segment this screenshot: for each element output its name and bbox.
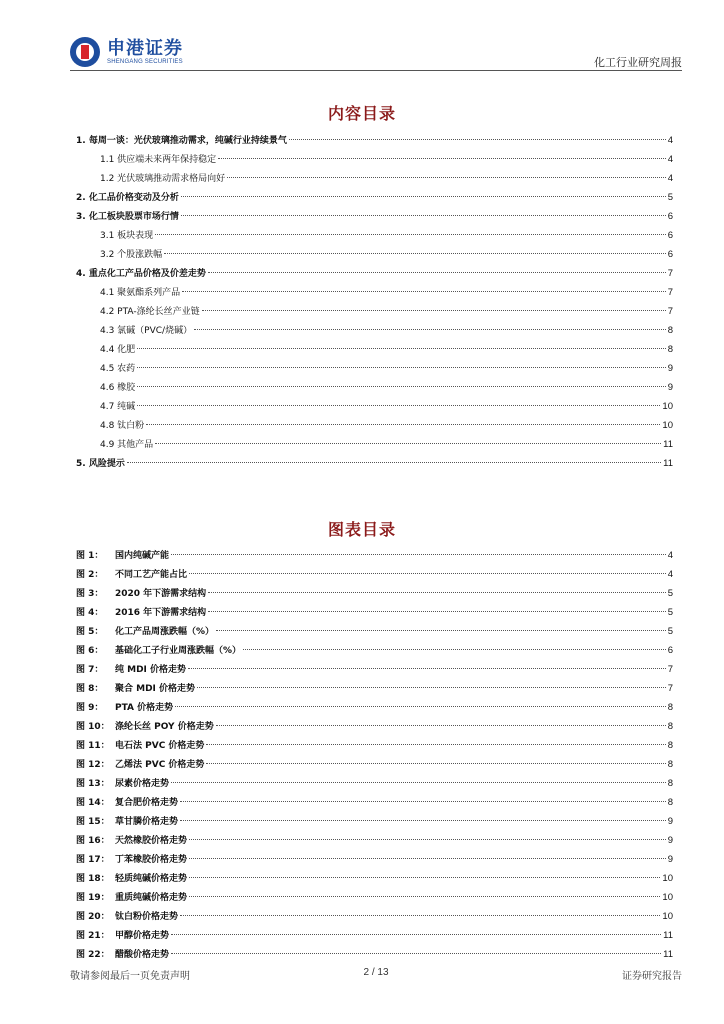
figure-entry-page: 8 bbox=[667, 702, 673, 713]
figure-entry[interactable] bbox=[76, 622, 673, 641]
dot-leader bbox=[171, 934, 661, 935]
figure-entry-text bbox=[76, 832, 187, 851]
figure-entry-page: 8 bbox=[667, 740, 673, 751]
figure-entry-page: 8 bbox=[667, 797, 673, 808]
dot-leader bbox=[208, 611, 666, 612]
page-number: 2 / 13 bbox=[363, 967, 389, 978]
toc-entry[interactable] bbox=[76, 169, 673, 188]
toc-entry[interactable] bbox=[76, 150, 673, 169]
figure-label: 国内纯碱产能 bbox=[115, 551, 170, 561]
figure-entry[interactable] bbox=[76, 679, 673, 698]
dot-leader bbox=[189, 839, 666, 840]
logo-text bbox=[107, 39, 183, 65]
toc-entry[interactable] bbox=[76, 131, 673, 150]
figure-entry-text bbox=[76, 737, 204, 756]
figure-number: 图 2： bbox=[76, 570, 104, 580]
dot-leader bbox=[194, 329, 666, 330]
figure-number: 图 19： bbox=[76, 893, 110, 903]
logo-mark-icon bbox=[70, 37, 100, 67]
toc-entry-label: 4.9 其他产品 bbox=[100, 440, 154, 450]
figure-label: 涤纶长丝 POY 价格走势 bbox=[115, 722, 214, 732]
figure-entry-text bbox=[76, 718, 214, 737]
figure-label: 草甘膦价格走势 bbox=[115, 817, 179, 827]
figure-label: 化工产品周涨跌幅（%） bbox=[115, 627, 215, 637]
report-type: 化工行业研究周报 bbox=[594, 56, 682, 69]
figure-number: 图 22： bbox=[76, 950, 110, 960]
figure-entry-page: 8 bbox=[667, 778, 673, 789]
toc-entry-label: 4.2 PTA-涤纶长丝产业链 bbox=[100, 307, 200, 317]
figure-number: 图 20： bbox=[76, 912, 110, 922]
figure-entry-page: 10 bbox=[662, 892, 673, 903]
figure-entry-text bbox=[76, 547, 169, 566]
figure-entry-text bbox=[76, 927, 169, 946]
toc-entry[interactable] bbox=[76, 207, 673, 226]
figure-entry[interactable] bbox=[76, 774, 673, 793]
figure-label: 不同工艺产能占比 bbox=[115, 570, 188, 580]
toc-entry-label: 4.3 氯碱（PVC/烧碱） bbox=[100, 326, 193, 336]
figure-entry[interactable] bbox=[76, 850, 673, 869]
figure-entry[interactable] bbox=[76, 869, 673, 888]
figure-label: 复合肥价格走势 bbox=[115, 798, 179, 808]
dot-leader bbox=[155, 234, 666, 235]
dot-leader bbox=[137, 367, 666, 368]
figure-number: 图 11： bbox=[76, 741, 110, 751]
dot-leader bbox=[216, 725, 666, 726]
toc-entry-label: 5. 风险提示 bbox=[76, 459, 125, 469]
figure-entry[interactable] bbox=[76, 603, 673, 622]
figure-entry-text bbox=[76, 870, 187, 889]
dot-leader bbox=[218, 158, 666, 159]
figure-entry[interactable] bbox=[76, 831, 673, 850]
figure-label: 轻质纯碱价格走势 bbox=[115, 874, 188, 884]
figure-entry[interactable] bbox=[76, 717, 673, 736]
toc-entry-page: 7 bbox=[667, 287, 673, 298]
figure-number: 图 7： bbox=[76, 665, 104, 675]
figure-label: 醋酸价格走势 bbox=[115, 950, 170, 960]
figure-entry-text bbox=[76, 908, 178, 927]
toc-entry-page: 6 bbox=[667, 249, 673, 260]
dot-leader bbox=[289, 139, 666, 140]
toc-entry[interactable] bbox=[76, 264, 673, 283]
dot-leader bbox=[137, 405, 660, 406]
figure-number: 图 4： bbox=[76, 608, 104, 618]
dot-leader bbox=[227, 177, 666, 178]
dot-leader bbox=[180, 820, 666, 821]
figure-number: 图 3： bbox=[76, 589, 104, 599]
figure-number: 图 1： bbox=[76, 551, 104, 561]
toc-entry[interactable] bbox=[76, 378, 673, 397]
toc-entry-page: 4 bbox=[667, 135, 673, 146]
dot-leader bbox=[155, 443, 661, 444]
figure-number: 图 21： bbox=[76, 931, 110, 941]
figure-entry-page: 9 bbox=[667, 816, 673, 827]
toc-entry-page: 8 bbox=[667, 344, 673, 355]
toc-entry-page: 4 bbox=[667, 173, 673, 184]
toc-entry-label: 1. 每周一谈：光伏玻璃推动需求，纯碱行业持续景气 bbox=[76, 136, 287, 146]
figure-label: 电石法 PVC 价格走势 bbox=[115, 741, 205, 751]
figure-number: 图 13： bbox=[76, 779, 110, 789]
logo-name-cn: 申港证券 bbox=[107, 38, 183, 59]
figure-list-title: 图表目录 bbox=[327, 520, 396, 539]
figure-label: 尿素价格走势 bbox=[115, 779, 170, 789]
figure-number: 图 17： bbox=[76, 855, 110, 865]
dot-leader bbox=[208, 592, 666, 593]
dot-leader bbox=[171, 554, 666, 555]
toc-entry-label: 4.1 聚氨酯系列产品 bbox=[100, 288, 181, 298]
figure-entry[interactable] bbox=[76, 907, 673, 926]
figure-entry[interactable] bbox=[76, 812, 673, 831]
figure-label: 纯 MDI 价格走势 bbox=[115, 665, 187, 675]
figure-entry-text bbox=[76, 566, 187, 585]
toc-entry-page: 9 bbox=[667, 363, 673, 374]
figure-label: 2016 年下游需求结构 bbox=[115, 608, 207, 618]
toc-entry[interactable] bbox=[76, 188, 673, 207]
figure-entry-page: 5 bbox=[667, 626, 673, 637]
figure-entry[interactable] bbox=[76, 565, 673, 584]
figure-number: 图 9： bbox=[76, 703, 104, 713]
toc-entry[interactable] bbox=[76, 397, 673, 416]
figure-entry[interactable] bbox=[76, 698, 673, 717]
toc-entry-page: 7 bbox=[667, 268, 673, 279]
toc-entry[interactable] bbox=[76, 321, 673, 340]
figure-entry-text bbox=[76, 585, 206, 604]
toc-entry-label: 2. 化工品价格变动及分析 bbox=[76, 193, 179, 203]
figure-entry[interactable] bbox=[76, 546, 673, 565]
figure-label: 2020 年下游需求结构 bbox=[115, 589, 207, 599]
dot-leader bbox=[216, 630, 666, 631]
figure-entry-page: 4 bbox=[667, 569, 673, 580]
header-divider bbox=[70, 70, 682, 71]
toc-entry[interactable] bbox=[76, 302, 673, 321]
dot-leader bbox=[182, 291, 666, 292]
figure-entry-page: 10 bbox=[662, 873, 673, 884]
figure-entry[interactable] bbox=[76, 736, 673, 755]
figure-entry-text bbox=[76, 623, 214, 642]
dot-leader bbox=[181, 196, 666, 197]
figure-entry-text bbox=[76, 775, 169, 794]
toc-entry-page: 4 bbox=[667, 154, 673, 165]
company-logo bbox=[70, 34, 183, 70]
figure-number: 图 18： bbox=[76, 874, 110, 884]
toc-entry-label: 4.7 纯碱 bbox=[100, 402, 136, 412]
dot-leader bbox=[243, 649, 666, 650]
figure-number: 图 10： bbox=[76, 722, 110, 732]
toc-entry-label: 4.8 钛白粉 bbox=[100, 421, 145, 431]
toc-title: 内容目录 bbox=[327, 104, 396, 123]
dot-leader bbox=[189, 858, 666, 859]
toc-entry-page: 5 bbox=[667, 192, 673, 203]
figure-entry-page: 11 bbox=[663, 930, 673, 941]
toc-entry[interactable] bbox=[76, 435, 673, 454]
figure-label: 基础化工子行业周涨跌幅（%） bbox=[115, 646, 242, 656]
dot-leader bbox=[208, 272, 666, 273]
figure-number: 图 6： bbox=[76, 646, 104, 656]
figure-entry-text bbox=[76, 642, 241, 661]
figure-label: 丁苯橡胶价格走势 bbox=[115, 855, 188, 865]
figure-entry-text bbox=[76, 851, 187, 870]
dot-leader bbox=[197, 687, 666, 688]
dot-leader bbox=[202, 310, 666, 311]
dot-leader bbox=[146, 424, 660, 425]
figure-number: 图 14： bbox=[76, 798, 110, 808]
toc-entry-label: 4. 重点化工产品价格及价差走势 bbox=[76, 269, 206, 279]
figure-entry-text bbox=[76, 794, 178, 813]
dot-leader bbox=[171, 782, 666, 783]
figure-label: 聚合 MDI 价格走势 bbox=[115, 684, 196, 694]
toc-entry-page: 11 bbox=[663, 458, 673, 469]
toc-entry-label: 1.2 光伏玻璃推动需求格局向好 bbox=[100, 174, 226, 184]
figure-label: 钛白粉价格走势 bbox=[115, 912, 179, 922]
dot-leader bbox=[175, 706, 666, 707]
toc-entry-page: 10 bbox=[662, 420, 673, 431]
figure-list bbox=[76, 546, 673, 964]
figure-label: 重质纯碱价格走势 bbox=[115, 893, 188, 903]
toc-entry-label: 4.5 农药 bbox=[100, 364, 136, 374]
dot-leader bbox=[164, 253, 666, 254]
toc-entry[interactable] bbox=[76, 416, 673, 435]
figure-entry-page: 11 bbox=[663, 949, 673, 960]
dot-leader bbox=[137, 386, 666, 387]
figure-entry[interactable] bbox=[76, 660, 673, 679]
dot-leader bbox=[189, 896, 660, 897]
dot-leader bbox=[189, 877, 660, 878]
dot-leader bbox=[188, 668, 666, 669]
dot-leader bbox=[180, 915, 660, 916]
figure-number: 图 16： bbox=[76, 836, 110, 846]
figure-entry-text bbox=[76, 604, 206, 623]
figure-entry[interactable] bbox=[76, 888, 673, 907]
figure-entry-page: 10 bbox=[662, 911, 673, 922]
figure-entry-page: 7 bbox=[667, 683, 673, 694]
figure-entry-text bbox=[76, 946, 169, 965]
toc-entry-label: 4.4 化肥 bbox=[100, 345, 136, 355]
toc-entry-page: 9 bbox=[667, 382, 673, 393]
toc-entry-label: 1.1 供应端未来两年保持稳定 bbox=[100, 155, 217, 165]
figure-entry-text bbox=[76, 661, 186, 680]
figure-entry-text bbox=[76, 699, 173, 718]
figure-entry-page: 5 bbox=[667, 588, 673, 599]
figure-entry-page: 7 bbox=[667, 664, 673, 675]
toc-entry-label: 4.6 橡胶 bbox=[100, 383, 136, 393]
toc-entry-page: 7 bbox=[667, 306, 673, 317]
toc-entry-page: 6 bbox=[667, 211, 673, 222]
page-header bbox=[70, 34, 682, 72]
figure-entry[interactable] bbox=[76, 926, 673, 945]
figure-entry-page: 5 bbox=[667, 607, 673, 618]
dot-leader bbox=[206, 763, 665, 764]
figure-entry-page: 8 bbox=[667, 721, 673, 732]
logo-name-en: SHENGANG SECURITIES bbox=[107, 59, 183, 65]
toc-entry-page: 8 bbox=[667, 325, 673, 336]
toc-entry-label: 3.1 板块表现 bbox=[100, 231, 154, 241]
dot-leader bbox=[181, 215, 666, 216]
figure-entry-page: 8 bbox=[667, 759, 673, 770]
figure-label: PTA 价格走势 bbox=[115, 703, 174, 713]
figure-entry-page: 9 bbox=[667, 854, 673, 865]
toc-entry[interactable] bbox=[76, 245, 673, 264]
figure-entry-page: 9 bbox=[667, 835, 673, 846]
figure-number: 图 5： bbox=[76, 627, 104, 637]
toc-entry[interactable] bbox=[76, 283, 673, 302]
toc-entry[interactable] bbox=[76, 226, 673, 245]
figure-label: 甲醇价格走势 bbox=[115, 931, 170, 941]
figure-entry-text bbox=[76, 756, 204, 775]
toc-entry[interactable] bbox=[76, 340, 673, 359]
toc-entry[interactable] bbox=[76, 359, 673, 378]
table-of-contents bbox=[76, 131, 673, 473]
figure-entry-page: 4 bbox=[667, 550, 673, 561]
toc-entry-page: 11 bbox=[663, 439, 673, 450]
toc-entry-page: 6 bbox=[667, 230, 673, 241]
figure-entry-text bbox=[76, 889, 187, 908]
report-label: 证券研究报告 bbox=[622, 971, 682, 982]
dot-leader bbox=[180, 801, 666, 802]
figure-entry[interactable] bbox=[76, 945, 673, 964]
dot-leader bbox=[127, 462, 661, 463]
dot-leader bbox=[171, 953, 661, 954]
figure-entry[interactable] bbox=[76, 755, 673, 774]
toc-entry[interactable] bbox=[76, 454, 673, 473]
figure-entry[interactable] bbox=[76, 641, 673, 660]
figure-entry-text bbox=[76, 680, 195, 699]
dot-leader bbox=[206, 744, 665, 745]
figure-entry-page: 6 bbox=[667, 645, 673, 656]
figure-label: 天然橡胶价格走势 bbox=[115, 836, 188, 846]
dot-leader bbox=[189, 573, 666, 574]
disclaimer-note: 敬请参阅最后一页免责声明 bbox=[70, 971, 190, 982]
toc-entry-label: 3.2 个股涨跌幅 bbox=[100, 250, 163, 260]
figure-number: 图 15： bbox=[76, 817, 110, 827]
dot-leader bbox=[137, 348, 666, 349]
toc-entry-label: 3. 化工板块股票市场行情 bbox=[76, 212, 179, 222]
toc-entry-page: 10 bbox=[662, 401, 673, 412]
figure-number: 图 8： bbox=[76, 684, 104, 694]
figure-entry[interactable] bbox=[76, 793, 673, 812]
figure-entry-text bbox=[76, 813, 178, 832]
figure-entry[interactable] bbox=[76, 584, 673, 603]
figure-number: 图 12： bbox=[76, 760, 110, 770]
figure-label: 乙烯法 PVC 价格走势 bbox=[115, 760, 205, 770]
